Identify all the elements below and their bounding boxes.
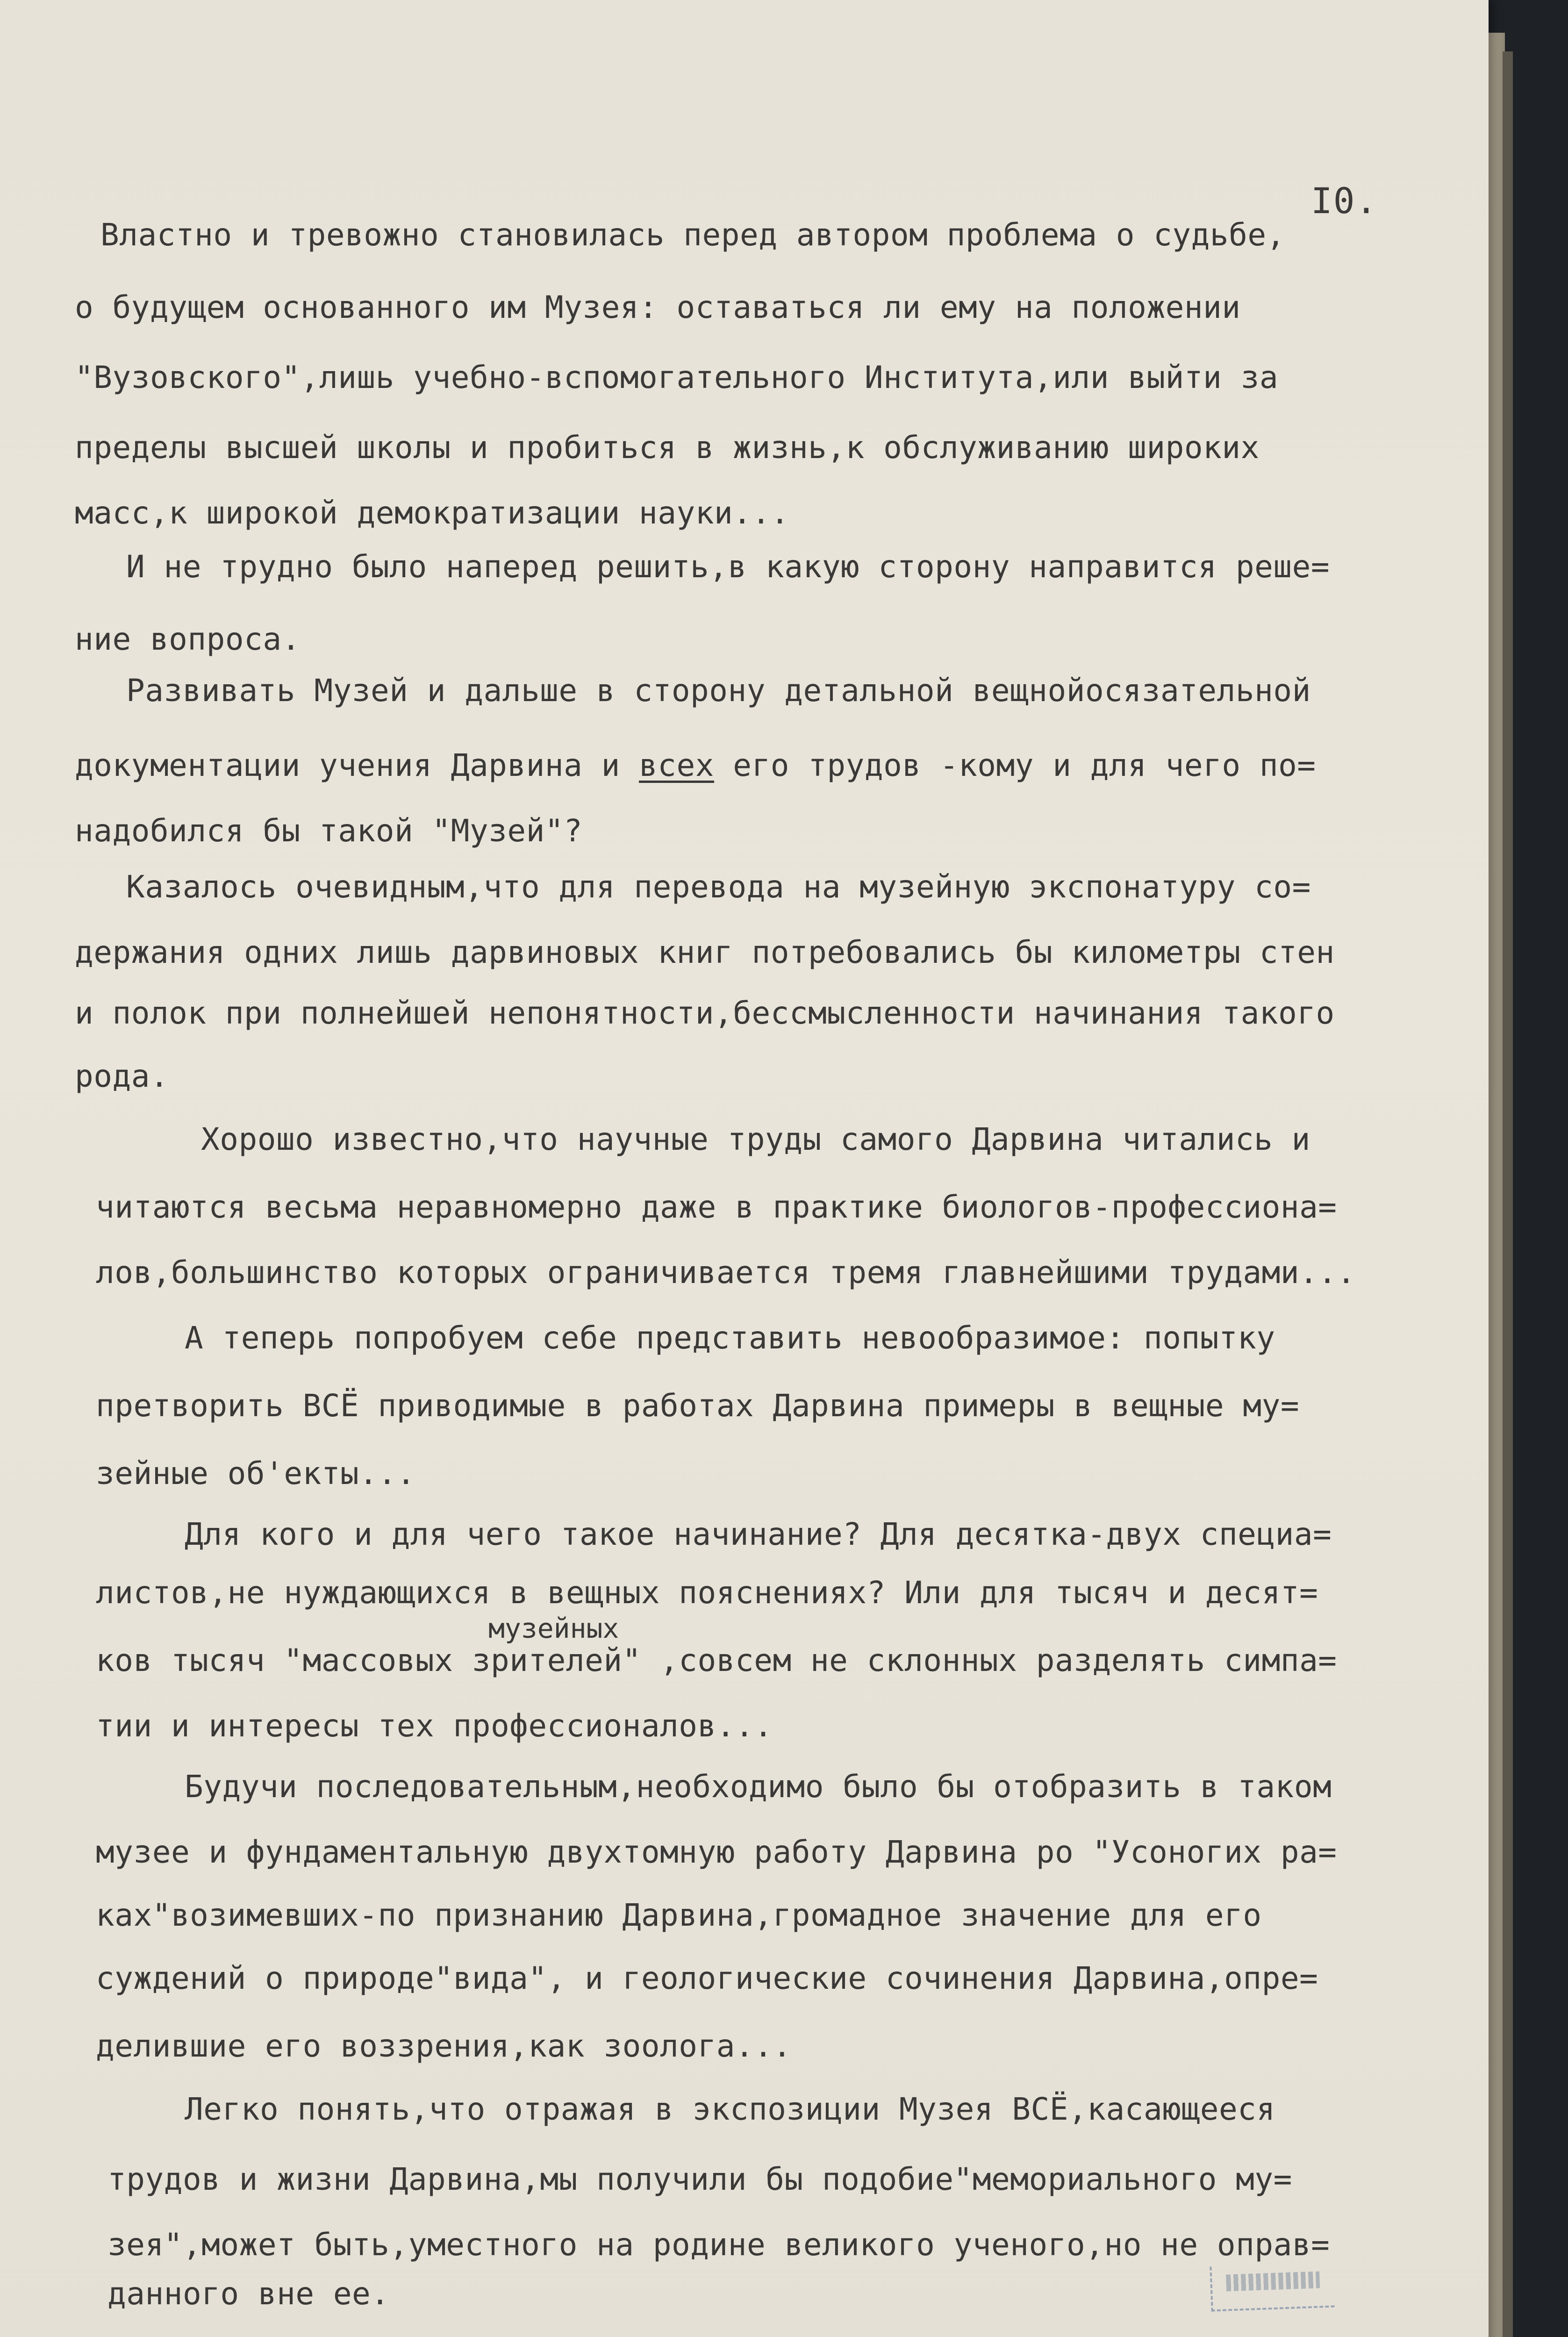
- text-line: Легко понять,что отражая в экспозиции Музея ВСЁ,касающееся: [185, 2091, 1275, 2127]
- page-number: I0.: [1311, 180, 1378, 222]
- text-line: тии и интересы тех профессионалов...: [96, 1708, 773, 1744]
- text-line: лов,большинство которых ограничивается тремя главнейшими трудами...: [96, 1255, 1356, 1290]
- text-line: "Вузовского",лишь учебно-вспомогательного Института,или выйти за: [75, 359, 1279, 395]
- underlined-word: всех: [639, 747, 715, 783]
- text-line: ние вопроса.: [75, 621, 301, 657]
- text-line: музее и фундаментальную двухтомную работу Дарвина ро "Усоногих ра=: [96, 1834, 1337, 1870]
- text-line: ков тысяч "массовых зрителей" ,совсем не склонных разделять симпа=: [96, 1642, 1337, 1678]
- handwritten-insertion: музейных: [488, 1613, 619, 1644]
- stamp-marks: [1226, 2271, 1320, 2291]
- text-fragment: его трудов -кому и для чего по=: [714, 747, 1316, 783]
- text-line: держания одних лишь дарвиновых книг потребовались бы километры стен: [75, 934, 1335, 970]
- text-line: и полок при полнейшей непонятности,бессмысленности начинания такого: [75, 995, 1335, 1031]
- text-line: пределы высшей школы и пробиться в жизнь,к обслуживанию широких: [75, 430, 1260, 466]
- text-line: Хорошо известно,что научные труды самого Дарвина читались и: [201, 1121, 1310, 1157]
- archive-stamp-icon: [1210, 2262, 1334, 2311]
- text-line: читаются весьма неравномерно даже в практике биологов-профессиона=: [96, 1189, 1337, 1225]
- text-line-with-underline: [75, 747, 1316, 783]
- text-line: Будучи последовательным,необходимо было бы отобразить в таком: [185, 1769, 1332, 1805]
- text-line: надобился бы такой "Музей"?: [75, 813, 583, 849]
- text-line: зейные об'екты...: [96, 1455, 416, 1491]
- text-line: Для кого и для чего такое начинание? Для десятка-двух специа=: [185, 1516, 1332, 1552]
- text-line: И не трудно было наперед решить,в какую сторону направится реше=: [126, 549, 1330, 585]
- text-line: данного вне ее.: [107, 2276, 390, 2312]
- text-line: листов,не нуждающихся в вещных пояснениях? Или для тысяч и десят=: [96, 1575, 1318, 1611]
- text-line: Казалось очевидным,что для перевода на музейную экспонатуру со=: [126, 869, 1311, 905]
- text-line: масс,к широкой демократизации науки...: [75, 495, 789, 531]
- text-line: суждений о природе"вида", и геологические сочинения Дарвина,опре=: [96, 1960, 1318, 1996]
- text-line: делившие его воззрения,как зоолога...: [96, 2028, 792, 2064]
- text-line: о будущем основанного им Музея: оставаться ли ему на положении: [75, 289, 1241, 325]
- text-line: трудов и жизни Дарвина,мы получили бы подобие"мемориального му=: [107, 2161, 1292, 2197]
- text-line: Властно и тревожно становилась перед автором проблема о судьбе,: [100, 217, 1285, 253]
- text-line: зея",может быть,уместного на родине великого ученого,но не оправ=: [107, 2227, 1330, 2263]
- text-line: претворить ВСЁ приводимые в работах Дарвина примеры в вещные му=: [96, 1388, 1300, 1424]
- text-fragment: документации учения Дарвина и: [75, 747, 639, 783]
- text-line: ках"возимевших-по признанию Дарвина,громадное значение для его: [96, 1897, 1262, 1933]
- text-line: А теперь попробуем себе представить невообразимое: попытку: [185, 1320, 1275, 1356]
- page-stack-shadow: [1503, 51, 1513, 2337]
- text-line: Развивать Музей и дальше в сторону детальной вещнойосязательной: [126, 673, 1311, 709]
- text-line: рода.: [75, 1058, 169, 1094]
